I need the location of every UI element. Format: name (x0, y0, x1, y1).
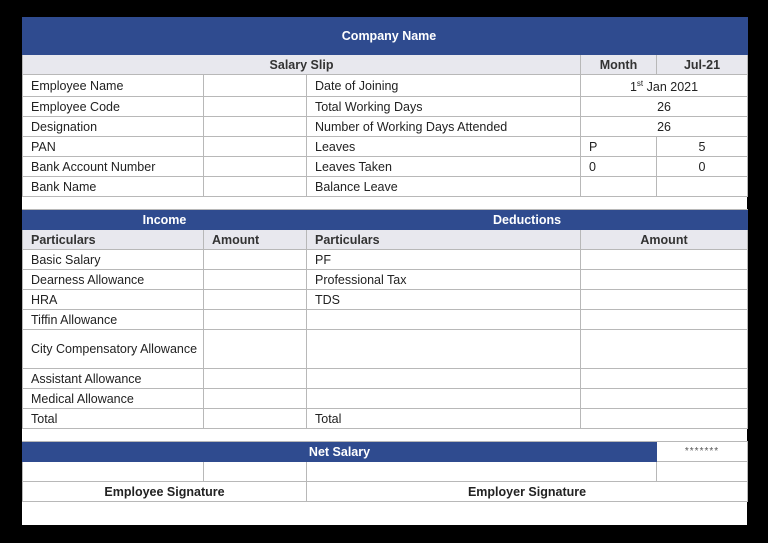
spacer (23, 429, 748, 442)
deduction-item: TDS (307, 290, 581, 310)
income-item: Tiffin Allowance (23, 310, 204, 330)
employer-signature-label: Employer Signature (307, 482, 748, 502)
detail-label: PAN (23, 137, 204, 157)
income-item: Medical Allowance (23, 389, 204, 409)
employee-signature-label: Employee Signature (23, 482, 307, 502)
income-total-label: Total (23, 409, 204, 429)
deduction-amount[interactable] (581, 290, 748, 310)
deductions-col-amount: Amount (581, 230, 748, 250)
income-amount[interactable] (204, 270, 307, 290)
detail-label: Total Working Days (307, 97, 581, 117)
spacer (23, 197, 748, 210)
deduction-item (307, 310, 581, 330)
income-amount[interactable] (204, 310, 307, 330)
detail-value[interactable] (204, 177, 307, 197)
detail-label: Employee Code (23, 97, 204, 117)
leaves-type: P (581, 137, 657, 157)
total-working-days: 26 (581, 97, 748, 117)
deduction-amount[interactable] (581, 389, 748, 409)
deduction-amount[interactable] (581, 270, 748, 290)
income-amount[interactable] (204, 290, 307, 310)
days-attended: 26 (581, 117, 748, 137)
deduction-amount[interactable] (581, 310, 748, 330)
detail-value[interactable] (204, 75, 307, 97)
detail-value[interactable] (204, 157, 307, 177)
salary-slip-table (22, 17, 748, 502)
deduction-item: PF (307, 250, 581, 270)
net-salary-label: Net Salary (23, 442, 657, 462)
income-item: Basic Salary (23, 250, 204, 270)
detail-label: Date of Joining (307, 75, 581, 97)
income-col-particulars: Particulars (23, 230, 204, 250)
detail-label: Designation (23, 117, 204, 137)
deduction-item (307, 330, 581, 369)
detail-label: Leaves (307, 137, 581, 157)
leaves-taken-a: 0 (581, 157, 657, 177)
detail-label: Bank Account Number (23, 157, 204, 177)
detail-label: Leaves Taken (307, 157, 581, 177)
joining-suffix: st (636, 79, 644, 88)
detail-label: Number of Working Days Attended (307, 117, 581, 137)
deduction-total-label: Total (307, 409, 581, 429)
net-salary-value: ******* (657, 442, 748, 462)
signature-space[interactable] (307, 462, 657, 482)
company-name: Company Name (23, 18, 748, 55)
deduction-amount[interactable] (581, 250, 748, 270)
deduction-amount[interactable] (581, 330, 748, 369)
detail-value[interactable] (204, 137, 307, 157)
balance-leave-a (581, 177, 657, 197)
deduction-item (307, 389, 581, 409)
salary-slip-sheet (22, 17, 747, 525)
income-item: HRA (23, 290, 204, 310)
income-item: Dearness Allowance (23, 270, 204, 290)
detail-label: Bank Name (23, 177, 204, 197)
income-amount[interactable] (204, 330, 307, 369)
income-item: City Compensatory Allowance (23, 330, 204, 369)
income-header: Income (23, 210, 307, 230)
income-total-amount[interactable] (204, 409, 307, 429)
deductions-header: Deductions (307, 210, 748, 230)
detail-label: Balance Leave (307, 177, 581, 197)
balance-leave-b (657, 177, 748, 197)
deductions-col-particulars: Particulars (307, 230, 581, 250)
leaves-value: 5 (657, 137, 748, 157)
leaves-taken-b: 0 (657, 157, 748, 177)
joining-day: 1 (629, 80, 637, 95)
joining-month-year: Jan 2021 (643, 80, 699, 95)
income-item: Assistant Allowance (23, 369, 204, 389)
signature-space[interactable] (657, 462, 748, 482)
deduction-item: Professional Tax (307, 270, 581, 290)
salary-slip-title: Salary Slip (23, 55, 581, 75)
deduction-total-amount[interactable] (581, 409, 748, 429)
detail-value[interactable] (204, 117, 307, 137)
month-label: Month (581, 55, 657, 75)
income-amount[interactable] (204, 250, 307, 270)
detail-value[interactable] (204, 97, 307, 117)
income-amount[interactable] (204, 369, 307, 389)
income-col-amount: Amount (204, 230, 307, 250)
signature-space[interactable] (204, 462, 307, 482)
detail-label: Employee Name (23, 75, 204, 97)
deduction-amount[interactable] (581, 369, 748, 389)
month-value: Jul-21 (657, 55, 748, 75)
income-amount[interactable] (204, 389, 307, 409)
deduction-item (307, 369, 581, 389)
joining-date (581, 75, 748, 97)
signature-space[interactable] (23, 462, 204, 482)
